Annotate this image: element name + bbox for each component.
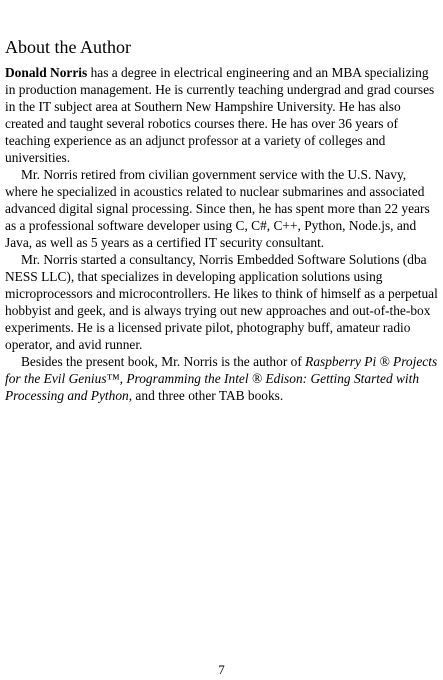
bio-paragraph-1 — [5, 64, 439, 166]
section-heading: About the Author — [5, 37, 131, 57]
page-content — [5, 36, 439, 404]
bio-paragraph-4 — [5, 353, 439, 404]
book-titles: Raspberry Pi ® Projects for the Evil Genius™, Programming the Intel ® Edison: Getting Started with Processing and Python, — [5, 354, 438, 403]
bio-paragraph-4-lead: Besides the present book, Mr. Norris is the author of — [21, 354, 306, 369]
bio-paragraph-2: Mr. Norris retired from civilian government service with the U.S. Navy, where he specialized in acoustics related to nuclear submarines and associated advanced digital signal processing. Since then, he has spent more than 22 years as a professional software developer using C, C#, C++, Python, Node.js, and Java, as well as 5 years as a certified IT security consultant. — [5, 167, 430, 250]
page-number: 7 — [218, 662, 225, 677]
bio-paragraph-3: Mr. Norris started a consultancy, Norris Embedded Software Solutions (dba NESS LLC), that specializes in developing application solutions using microprocessors and microcontrollers. He likes to think of himself as a perpetual hobbyist and geek, and is always trying out new approaches and out-of-the-box experiments. He is a licensed private pilot, photography buff, amateur radio operator, and avid runner. — [5, 252, 438, 352]
author-name: Donald Norris — [5, 65, 88, 80]
bio-paragraph-4-tail: and three other TAB books. — [132, 388, 284, 403]
bio-paragraph-1-text: has a degree in electrical engineering and an MBA specializing in production management. He is currently teaching undergrad and grad courses in the IT subject area at Southern New Hampshire University. He has also created and taught several robotics courses there. He has over 36 years of teaching experience as an adjunct professor at a variety of colleges and universities. — [5, 65, 435, 165]
